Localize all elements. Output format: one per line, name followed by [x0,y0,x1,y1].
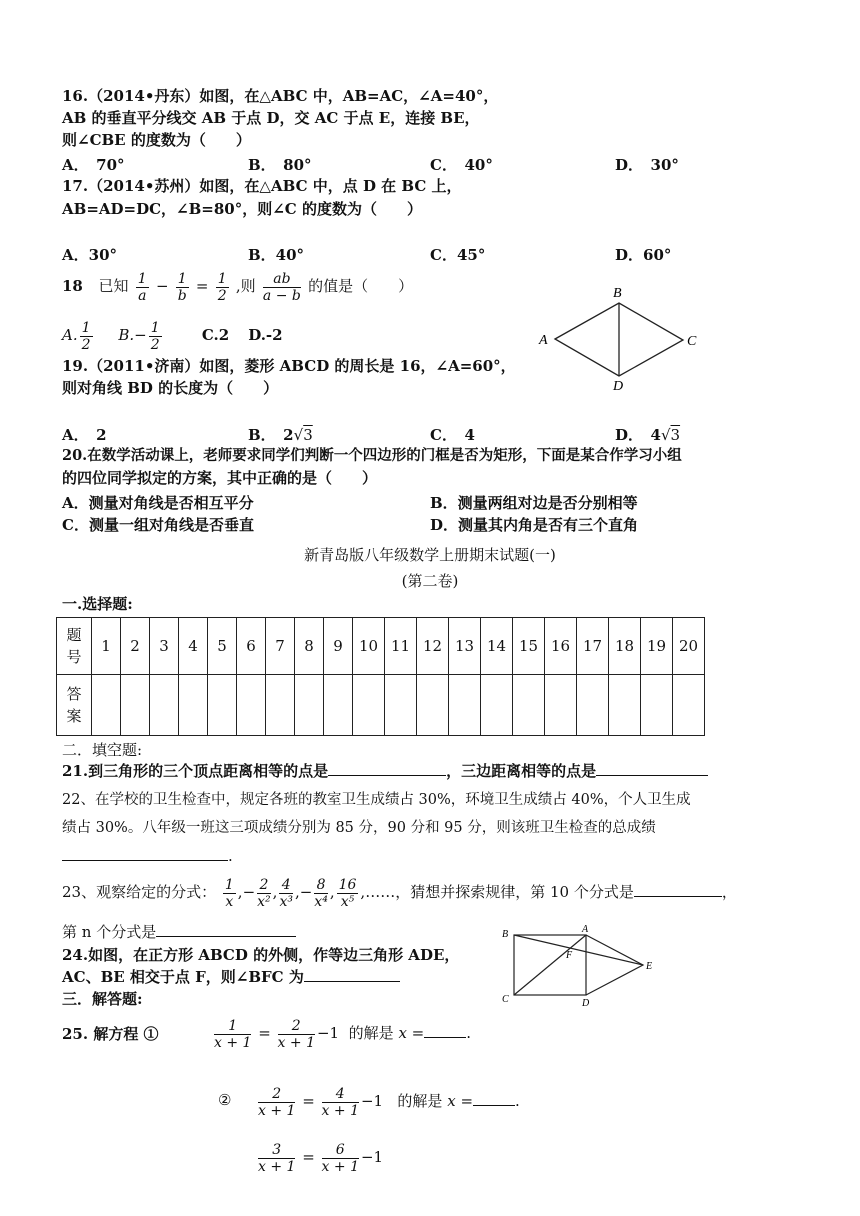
q16-option-b: B． 80° [248,156,312,174]
segment-be [514,935,643,965]
q25-label: 25. 解方程 ① [62,1025,159,1043]
table-number: 9 [324,618,353,675]
exam-title: 新青岛版八年级数学上册期末试题(一) [304,546,556,564]
answer-cell[interactable] [353,675,385,736]
q25-blank-2[interactable] [473,1091,515,1106]
q25-mark-2: ② [218,1091,232,1109]
q23-blank-nth[interactable] [156,922,296,937]
table-number: 13 [449,618,481,675]
q24-blank[interactable] [304,967,400,982]
q20-line1: 20.在数学活动课上，老师要求同学们判断一个四边形的门框是否为矩形，下面是某合作学习小组 [62,447,682,464]
q21-text1: 21.到三角形的三个顶点距离相等的点是 [62,762,329,780]
q23-frac-1: $\frac{1}{x}$ [224,876,234,910]
square-label-d: D [582,998,590,1009]
q22-period: . [228,847,233,865]
answer-cell[interactable] [266,675,295,736]
q20-option-b: B．测量两组对边是否分别相等 [430,494,638,512]
q17-option-a: A．30° [62,246,118,264]
q25-blank-1[interactable] [424,1023,466,1038]
q25-equation-2: $\frac{2}{x + 1}$ = $\frac{4}{x + 1}$ −1 的解是 x = . [258,1085,520,1119]
q17-line2: AB=AD=DC，∠B=80°，则∠C 的度数为（ ） [62,200,422,218]
table-number: 14 [481,618,513,675]
q18-frac-1a: $\frac{1}{a}$ [137,270,147,304]
rhombus-label-b: B [613,286,622,301]
q24-line1: 24.如图，在正方形 ABCD 的外侧，作等边三角形 ADE， [62,946,460,964]
answer-cell[interactable] [324,675,353,736]
q18-option-a-label: A. [62,326,78,344]
q23-frac-2: $\frac{2}{\text{x²}}$ [257,876,271,910]
section-solve: 三．解答题: [62,990,143,1008]
q19-line1: 19.（2011•济南）如图，菱形 ABCD 的周长是 16，∠A=60°， [62,357,516,375]
q22-line3 [62,846,233,866]
q25-equation-3: $\frac{3}{x + 1}$ = $\frac{6}{x + 1}$ −1 [258,1141,384,1175]
q21-text2: ，三边距离相等的点是 [446,762,597,780]
square-figure [500,924,670,1010]
exam-subtitle: (第二卷) [401,572,459,590]
table-number: 7 [266,618,295,675]
table-number: 15 [513,618,545,675]
table-number: 18 [609,618,641,675]
q19-option-c: C． 4 [430,426,475,444]
q24-text: AC、BE 相交于点 F，则∠BFC 为 [62,968,304,986]
answer-cell[interactable] [673,675,705,736]
table-number: 3 [150,618,179,675]
q18-options [62,315,283,355]
q16-line1: 16.（2014•丹东）如图，在△ABC 中，AB=AC，∠A=40°， [62,87,499,105]
q21-blank-2[interactable] [596,761,708,776]
q21-blank-1[interactable] [328,761,446,776]
answer-cell[interactable] [121,675,150,736]
q24-line2 [62,967,400,987]
answer-cell[interactable] [92,675,121,736]
q16-line2: AB 的垂直平分线交 AB 于点 D，交 AC 于点 E，连接 BE， [62,109,480,127]
rhombus-label-a: A [539,333,548,348]
table-number: 6 [237,618,266,675]
table-number: 12 [417,618,449,675]
q19-option-b: B． 2√3 [248,426,313,444]
answer-cell[interactable] [208,675,237,736]
answer-cell[interactable] [417,675,449,736]
table-number: 11 [385,618,417,675]
square-label-f: F [566,950,573,961]
q18-number: 18 [62,277,83,295]
rhombus-label-c: C [687,334,697,349]
q17-line1: 17.（2014•苏州）如图，在△ABC 中，点 D 在 BC 上， [62,177,462,195]
q16-line3: 则∠CBE 的度数为（ ） [62,131,251,149]
q18-option-b-label: B.− [118,326,147,344]
q18-then: ,则 [235,277,256,295]
q18-suffix: 的值是（ ） [308,277,414,295]
q18-frac-1b: $\frac{1}{b}$ [177,270,187,304]
answer-cell[interactable] [237,675,266,736]
table-head-question: 题号 [57,618,92,675]
section-choice: 一.选择题: [62,595,133,613]
answer-cell[interactable] [295,675,324,736]
q25-equation-1: $\frac{1}{x + 1}$ = $\frac{2}{x + 1}$ −1 的解是 x = . [214,1017,472,1051]
table-number: 16 [545,618,577,675]
q16-option-c: C． 40° [430,156,493,174]
q23-line2 [62,922,296,942]
q18-line [62,266,413,306]
answer-cell[interactable] [179,675,208,736]
rhombus-figure [535,284,715,394]
square-label-a: A [582,924,589,935]
q20-option-a: A．测量对角线是否相互平分 [62,494,254,512]
q19-line2: 则对角线 BD 的长度为（ ） [62,379,279,397]
table-number: 2 [121,618,150,675]
answer-table [56,617,705,736]
q20-option-d: D．测量其内角是否有三个直角 [430,516,639,534]
diagonal-ac [514,935,586,995]
q20-line2: 的四位同学拟定的方案，其中正确的是（ ） [62,469,378,487]
q23-mid: ,……，猜想并探索规律，第 10 个分式是 [360,883,634,901]
q16-option-d: D． 30° [615,156,679,174]
q20-option-c: C．测量一组对角线是否垂直 [62,516,254,534]
q18-option-d: D.-2 [248,326,283,344]
table-number: 4 [179,618,208,675]
q23-frac-3: $\frac{4}{\text{x³}}$ [279,876,293,910]
q18-frac-ab: $\frac{ab}{a - b}$ [262,270,301,304]
square-label-c: C [502,994,509,1005]
table-number: 19 [641,618,673,675]
q23-nth-text: 第 n 个分式是 [62,923,157,941]
q18-option-b-frac: $\frac{1}{2}$ [150,319,160,353]
answer-cell[interactable] [513,675,545,736]
q17-option-b: B．40° [248,246,305,264]
q16-option-a: A． 70° [62,156,125,174]
q17-option-c: C．45° [430,246,486,264]
q23-blank-10th[interactable] [634,882,722,897]
q18-option-c: C.2 [201,326,230,344]
q22-line2: 绩占 30%。八年级一班这三项成绩分别为 85 分，90 分和 95 分，则该班卫生检查的总成绩 [62,820,656,836]
section-fill: 二．填空题: [62,741,143,759]
square-label-b: B [502,929,509,940]
answer-cell[interactable] [481,675,513,736]
q18-option-a-frac: $\frac{1}{2}$ [81,319,91,353]
q18-prefix: 已知 [98,277,129,295]
table-number: 20 [673,618,705,675]
table-number: 17 [577,618,609,675]
answer-cell[interactable] [577,675,609,736]
answer-cell[interactable] [385,675,417,736]
q19-option-a: A． 2 [62,426,107,444]
table-number: 8 [295,618,324,675]
answer-cell[interactable] [609,675,641,736]
q21-line [62,761,708,781]
answer-cell[interactable] [641,675,673,736]
q18-minus: − [155,277,169,295]
table-number: 10 [353,618,385,675]
square-label-e: E [646,961,653,972]
q23-line1: 23、观察给定的分式： $\frac{1}{x}$ ,− $\frac{2}{\text{x²}}$ , $\frac{4}{\text{x³}}$ ,− $\frac{8}{\text{x⁴}}$ , $\frac{16}{\text{x⁵}}$ ,……，猜想并探索规律，第 10 个分式是 ， [62,876,737,910]
q23-prefix: 23、观察给定的分式： [62,883,217,901]
answer-cell[interactable] [449,675,481,736]
table-number: 5 [208,618,237,675]
answer-cell[interactable] [545,675,577,736]
triangle-ade [586,935,643,995]
table-number: 1 [92,618,121,675]
q18-equals: = [195,277,209,295]
table-head-answer: 答案 [57,675,92,736]
answer-cell[interactable] [150,675,179,736]
q17-option-d: D．60° [615,246,672,264]
q23-frac-5: $\frac{16}{\text{x⁵}}$ [338,876,357,910]
q18-frac-half: $\frac{1}{2}$ [217,270,227,304]
q22-blank[interactable] [62,846,228,861]
q19-option-d: D． 4√3 [615,426,681,444]
q23-frac-4: $\frac{8}{\text{x⁴}}$ [314,876,328,910]
rhombus-label-d: D [613,379,624,394]
q22-line1: 22、在学校的卫生检查中，规定各班的教室卫生成绩占 30%，环境卫生成绩占 40%，个人卫生成 [62,792,691,808]
